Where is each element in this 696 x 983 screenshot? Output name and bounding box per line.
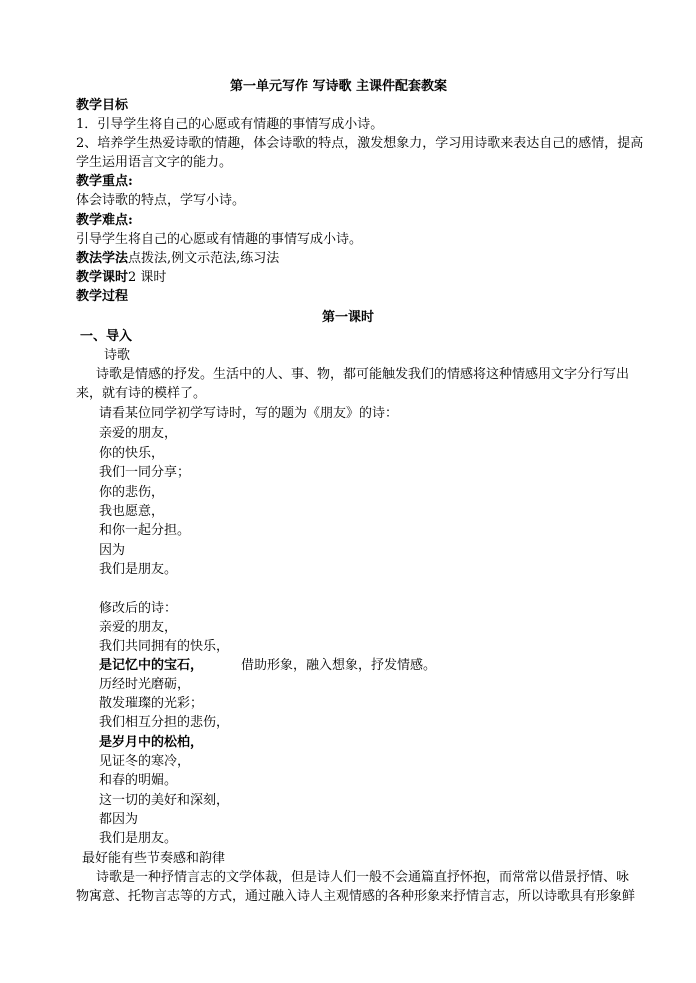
hours-text: 2 课时: [128, 270, 167, 285]
difficulty-heading: 教学难点:: [76, 213, 133, 228]
poem2-line: 我们共同拥有的快乐，: [99, 639, 230, 654]
paragraph-1-cont: 来，就有诗的模样了。: [76, 386, 207, 401]
poem1-line: 我也愿意，: [99, 504, 165, 519]
paragraph-2-cont: 物寓意、托物言志等的方式，通过融入诗人主观情感的各种形象来抒情言志，所以诗歌具有形象鲜: [76, 889, 636, 904]
lesson-title: 第一课时: [322, 310, 375, 325]
hours-heading: 教学课时: [76, 270, 129, 285]
paragraph-1: 诗歌是情感的抒发。生活中的人、事、物，都可能触发我们的情感将这种情感用文字分行写出: [96, 367, 630, 382]
goals-heading: 教学目标: [76, 98, 129, 113]
poem2-note: 借助形象，融入想象，抒发情感。: [241, 658, 437, 673]
poem2-line: 我们相互分担的悲伤，: [99, 715, 230, 730]
paragraph-2: 诗歌是一种抒情言志的文学体裁，但是诗人们一般不会通篇直抒怀抱，而常常以借景抒情、咏: [96, 870, 630, 885]
section-1-heading: 一、导入: [80, 329, 133, 344]
poem2-line: 散发璀璨的光彩；: [99, 696, 204, 711]
poem2-line: 见证冬的寒冷，: [99, 754, 191, 769]
goal-item-2: 2、培养学生热爱诗歌的情趣，体会诗歌的特点，激发想象力，学习用诗歌来表达自己的感情，提高: [76, 136, 644, 151]
intro-line: 请看某位同学初学写诗时，写的题为《朋友》的诗：: [99, 406, 399, 421]
process-heading: 教学过程: [76, 289, 129, 304]
key-points-text: 体会诗歌的特点，学写小诗。: [76, 193, 246, 208]
poem1-line: 我们一同分享；: [99, 465, 191, 480]
hours-line: [76, 269, 166, 287]
document-title: 第一单元写作 写诗歌 主课件配套教案: [230, 79, 448, 94]
key-points-heading: 教学重点:: [76, 174, 133, 189]
goal-item-1: 1．引导学生将自己的心愿或有情趣的事情写成小诗。: [76, 117, 384, 132]
poem2-line: 这一切的美好和深刻，: [99, 793, 230, 808]
poem1-line: 因为: [99, 543, 126, 558]
poem1-line: 我们是朋友。: [99, 562, 178, 577]
rhythm-heading: 最好能有些节奏感和韵律: [82, 851, 226, 866]
poem2-line: 和春的明媚。: [99, 773, 178, 788]
method-text: 点拨法,例文示范法,练习法: [128, 251, 280, 266]
poem1-line: 你的快乐，: [99, 446, 165, 461]
revised-label: 修改后的诗：: [99, 601, 178, 616]
poetry-word: 诗歌: [104, 348, 131, 363]
poem2-line-highlight: 是记忆中的宝石，: [99, 658, 204, 673]
goal-item-2-cont: 学生运用语言文字的能力。: [76, 155, 233, 170]
poem2-line-highlight: 是岁月中的松柏，: [99, 735, 204, 750]
poem2-line: 我们是朋友。: [99, 831, 178, 846]
poem1-line: 亲爱的朋友，: [99, 426, 178, 441]
poem2-line: 都因为: [99, 812, 139, 827]
poem1-line: 你的悲伤，: [99, 485, 165, 500]
method-line: [76, 250, 279, 268]
poem2-line: 历经时光磨砺，: [99, 677, 191, 692]
difficulty-text: 引导学生将自己的心愿或有情趣的事情写成小诗。: [76, 232, 363, 247]
poem1-line: 和你一起分担。: [99, 523, 191, 538]
method-heading: 教法学法: [76, 251, 129, 266]
poem2-line: 亲爱的朋友，: [99, 620, 178, 635]
